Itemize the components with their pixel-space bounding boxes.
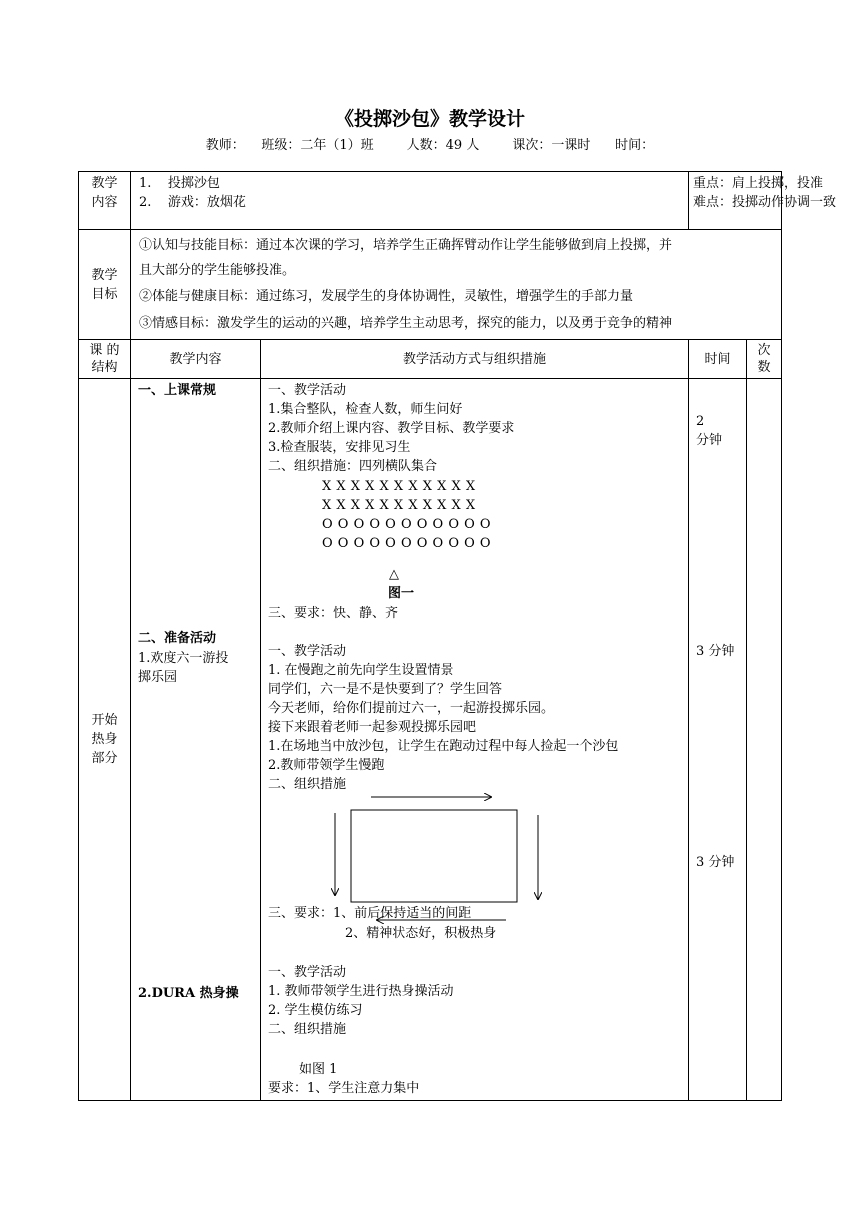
class-info-line: 教师： 班级：二年（1）班 人数：49 人 课次：一课时 时间： <box>205 138 655 153</box>
prep-subtitle: 1.欢度六一游投 掷乐园 <box>138 651 229 685</box>
lesson-plan-table <box>78 171 837 1101</box>
teaching-goals-cell <box>131 230 782 340</box>
dura-requirement: 要求：1、学生注意力集中 <box>268 1081 420 1096</box>
prep-requirement-2: 2、精神状态好，积极热身 <box>345 926 497 941</box>
time-routine: 2 分钟 <box>696 414 723 448</box>
routine-title: 一、上课常规 <box>138 383 217 398</box>
dura-activities: 一、教学活动 1. 教师带领学生进行热身操活动 2. 学生模仿练习 二、组织措施 <box>268 965 454 1037</box>
header-content: 教学内容 <box>131 340 261 379</box>
goal-line: ③情感目标：激发学生的运动的兴趣，培养学生主动思考，探究的能力，以及勇于竞争的精神 <box>139 316 673 331</box>
routine-requirement: 三、要求：快、静、齐 <box>268 606 399 621</box>
header-time: 时间 <box>689 340 747 379</box>
teaching-goals-label: 教学 目标 <box>79 230 131 340</box>
prep-requirement-1: 三、要求：1、前后保持适当的间距 <box>268 906 472 921</box>
prep-activities: 一、教学活动 1. 在慢跑之前先向学生设置情景 同学们，六一是不是快要到了？学生回答 今天老师，给你们提前过六一，一起游投掷乐园。 接下来跟着老师一起参观投掷乐园吧 1.在场地当中放沙包，让学生在跑动过程中每人捡起一个沙包 2.教师带领学生慢跑 二、组织措施 <box>268 644 619 792</box>
formation-grid <box>322 477 491 553</box>
formation-row: X X X X X X X X X X X <box>322 498 476 513</box>
teacher-triangle-icon: △ <box>389 567 399 582</box>
prep-title: 二、准备活动 <box>138 631 217 646</box>
routine-activities: 一、教学活动 1.集合整队，检查人数，师生问好 2.教师介绍上课内容、教学目标、教学要求 3.检查服装，安排见习生 二、组织措施：四列横队集合 <box>268 383 515 474</box>
figure-one-label: 图一 <box>388 586 415 601</box>
difficulty-point: 难点：投掷动作协调一致 <box>693 195 837 210</box>
header-activity: 教学活动方式与组织措施 <box>261 340 689 379</box>
teaching-content-row <box>79 172 782 230</box>
dura-figure-ref: 如图 1 <box>299 1062 338 1077</box>
key-points-cell <box>689 172 837 230</box>
dura-title: 2.DURA 热身操 <box>138 986 239 1001</box>
warmup-section-label: 开始 热身 部分 <box>79 379 131 1101</box>
document-title: 《投掷沙包》教学设计 <box>334 108 525 130</box>
teaching-content-label: 教学 内容 <box>79 172 131 230</box>
goal-line: 且大部分的学生能够投准。 <box>139 263 296 278</box>
time-prep: 3 分钟 <box>696 644 735 659</box>
column-header-row <box>79 340 782 379</box>
formation-row: O O O O O O O O O O O <box>322 536 492 551</box>
header-count: 次 数 <box>747 340 782 379</box>
header-structure: 课 的 结构 <box>79 340 131 379</box>
warmup-section-row <box>79 379 782 1101</box>
goal-line: ①认知与技能目标：通过本次课的学习，培养学生正确挥臂动作让学生能够做到肩上投掷，并 <box>139 238 673 253</box>
formation-row: X X X X X X X X X X X <box>322 479 476 494</box>
warmup-activity-cell <box>261 379 689 1101</box>
content-item: 2. 游戏：放烟花 <box>139 195 246 210</box>
warmup-time-cell <box>689 379 747 1101</box>
warmup-content-cell <box>131 379 261 1101</box>
goal-line: ②体能与健康目标：通过练习，发展学生的身体协调性，灵敏性，增强学生的手部力量 <box>139 289 634 304</box>
warmup-count-cell <box>747 379 782 1101</box>
key-point: 重点：肩上投掷，投准 <box>693 176 824 191</box>
content-item: 1. 投掷沙包 <box>139 176 220 191</box>
field-rectangle <box>351 810 517 902</box>
time-dura: 3 分钟 <box>696 855 735 870</box>
teaching-content-items <box>131 172 689 230</box>
formation-row: O O O O O O O O O O O <box>322 517 492 532</box>
teaching-goals-row <box>79 230 782 340</box>
